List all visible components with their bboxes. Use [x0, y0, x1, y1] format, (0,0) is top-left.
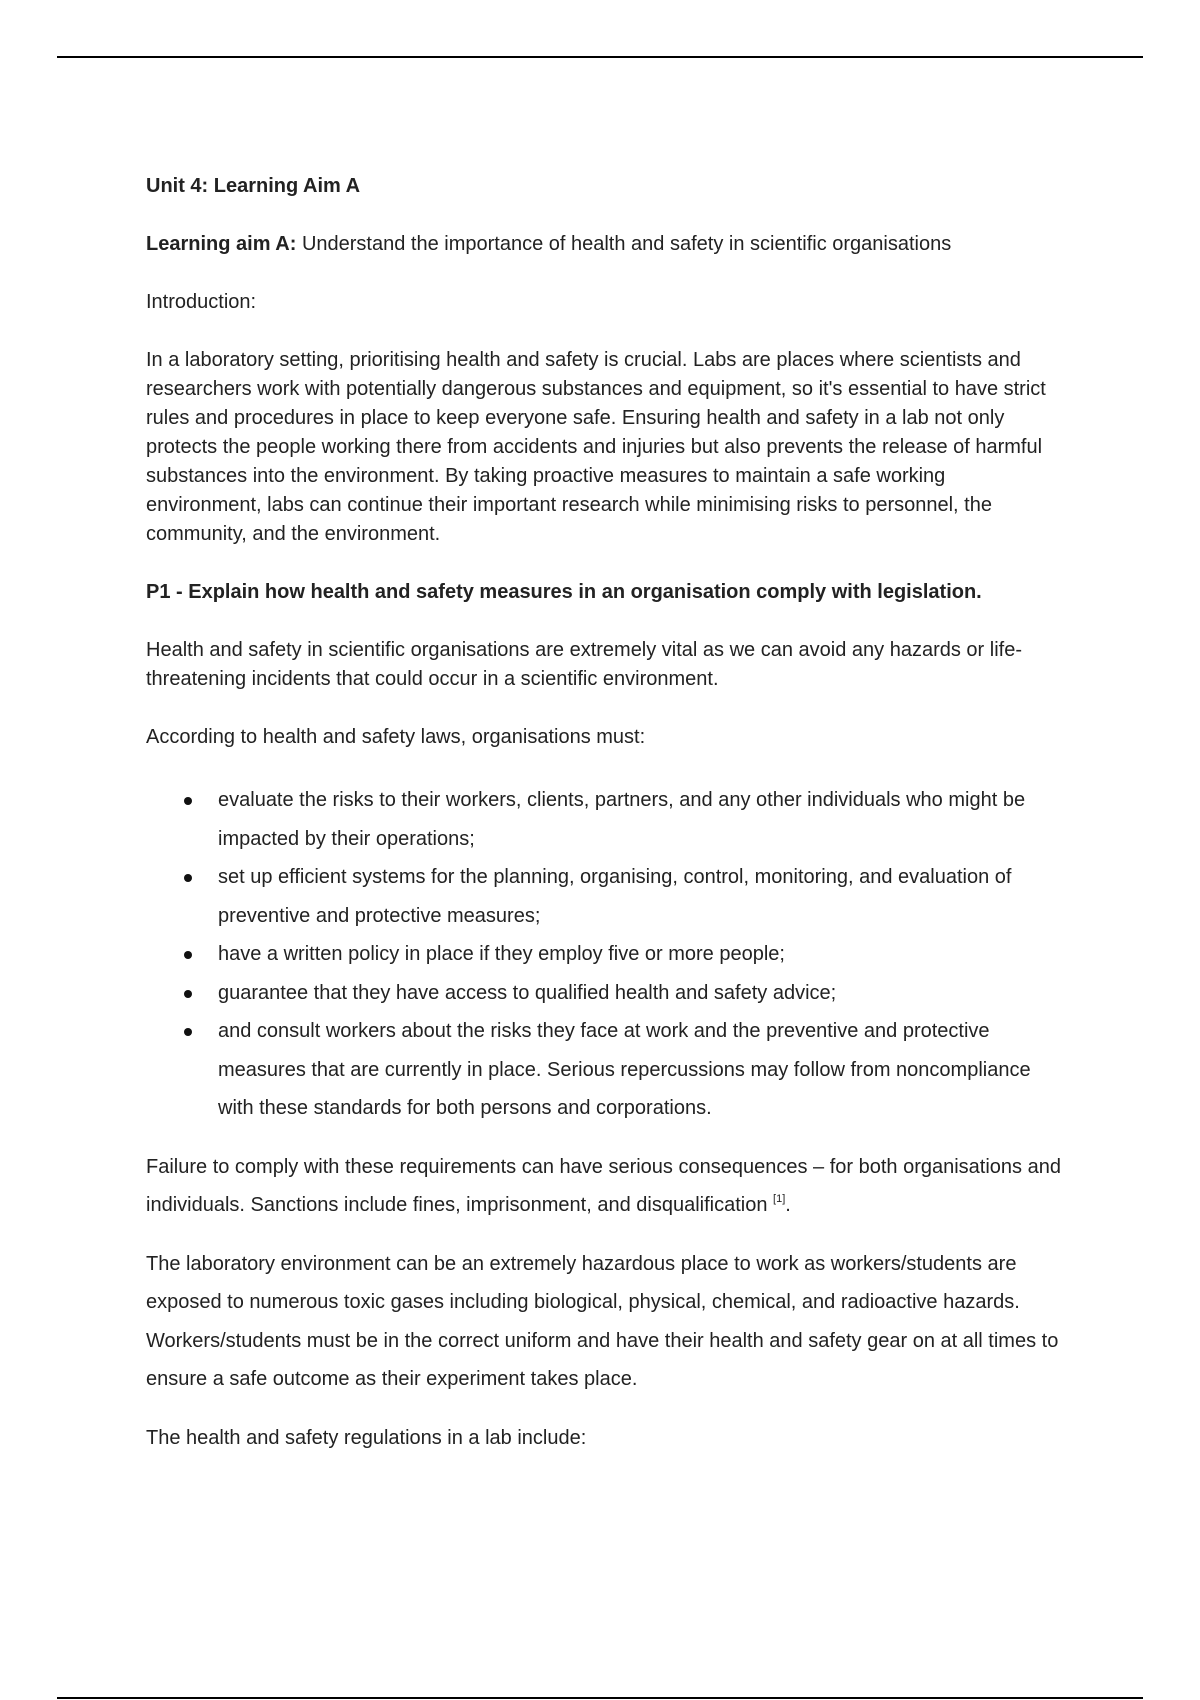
introduction-paragraph: In a laboratory setting, prioritising health and safety is crucial. Labs are places where scientists and researchers work with potentially dangerous substances and equipment, so it's essential to have strict rules and procedures in place to keep everyone safe. Ensuring health and safety in a lab not only protects the people working there from accidents and injuries but also prevents the release of harmful substances into the environment. By taking proactive measures to maintain a safe working environment, labs can continue their important research while minimising risks to personnel, the community, and the environment.: [146, 349, 1046, 545]
document-title: Unit 4: Learning Aim A: [146, 175, 361, 197]
p1-paragraph: Health and safety in scientific organisations are extremely vital as we can avoid any hazards or life-threatening incidents that could occur in a scientific environment.: [146, 639, 1022, 690]
failure-end: .: [785, 1194, 791, 1216]
requirements-list: [146, 781, 1066, 1128]
list-item: and consult workers about the risks they face at work and the preventive and protective measures that are currently in place. Serious repercussions may follow from noncompliance with these standards for both persons and corporations.: [218, 1012, 1066, 1128]
failure-paragraph: [146, 1148, 1066, 1225]
learning-aim-text: Understand the importance of health and safety in scientific organisations: [296, 233, 952, 255]
list-item: have a written policy in place if they employ five or more people;: [218, 935, 1066, 974]
introduction-label: Introduction:: [146, 291, 257, 313]
footer-rule: [57, 1697, 1143, 1699]
reference-marker[interactable]: [1]: [773, 1193, 786, 1205]
regulations-intro: The health and safety regulations in a lab include:: [146, 1426, 587, 1449]
failure-text: Failure to comply with these requirements can have serious consequences – for both organisations and individuals. Sanctions include fines, imprisonment, and disqualification: [146, 1155, 1061, 1216]
lab-environment-paragraph: The laboratory environment can be an extremely hazardous place to work as workers/students are exposed to numerous toxic gases including biological, physical, chemical, and radioactive hazards. Workers/students must be in the correct uniform and have their health and safety gear on at all times to ensure a safe outcome as their experiment takes place.: [146, 1252, 1059, 1390]
list-item: guarantee that they have access to qualified health and safety advice;: [218, 974, 1066, 1013]
learning-aim: [146, 230, 1066, 259]
document-body: [146, 172, 1066, 1457]
laws-intro: According to health and safety laws, organisations must:: [146, 726, 646, 748]
p1-heading: P1 - Explain how health and safety measures in an organisation comply with legislation.: [146, 581, 982, 603]
list-item: evaluate the risks to their workers, clients, partners, and any other individuals who might be impacted by their operations;: [218, 781, 1066, 858]
learning-aim-label: Learning aim A:: [146, 233, 297, 255]
list-item: set up efficient systems for the planning, organising, control, monitoring, and evaluation of preventive and protective measures;: [218, 858, 1066, 935]
header-rule: [57, 56, 1143, 58]
